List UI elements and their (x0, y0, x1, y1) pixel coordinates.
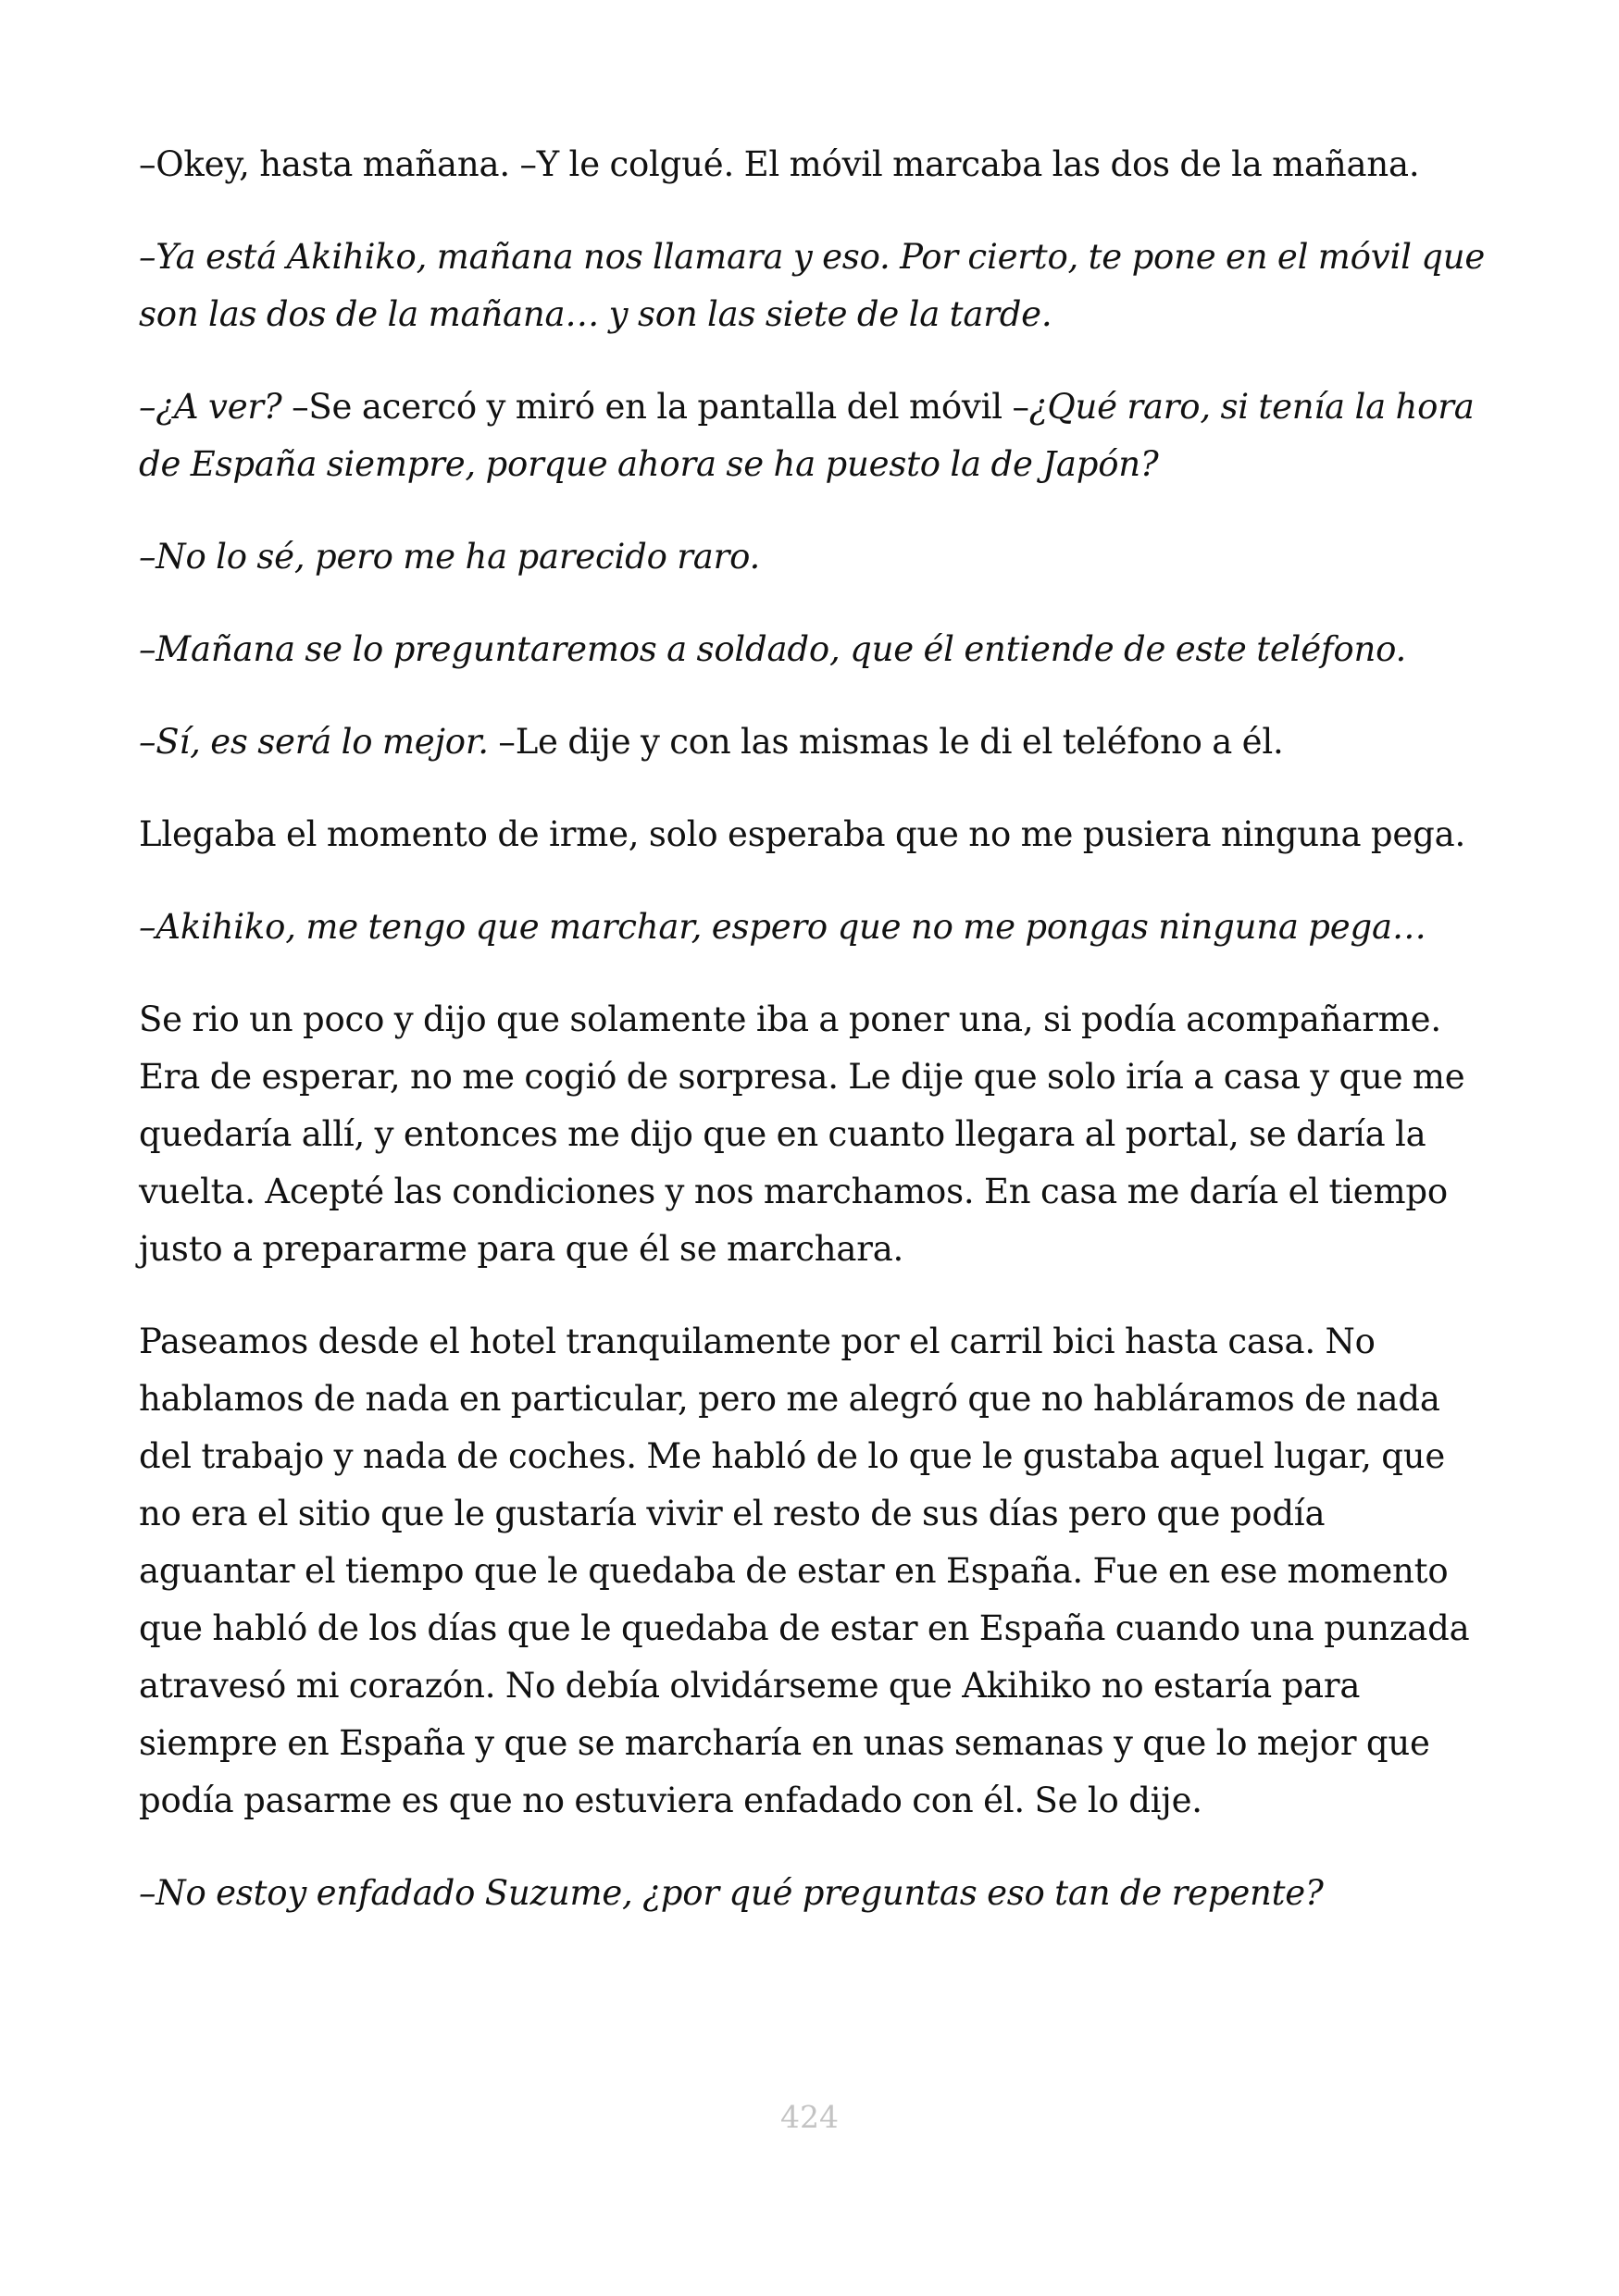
paragraph-10 (139, 1313, 1490, 1830)
page-number: 424 (780, 2099, 839, 2135)
paragraph-1 (139, 136, 1490, 193)
paragraph-8 (139, 899, 1490, 956)
text-segment: Llegaba el momento de irme, solo esperaba que no me pusiera ninguna pega. (139, 814, 1466, 854)
text-segment: –Okey, hasta mañana. –Y le colgué. El móvil marcaba las dos de la mañana. (139, 144, 1420, 184)
text-segment: –No lo sé, pero me ha parecido raro. (139, 537, 761, 577)
text-segment: Se rio un poco y dijo que solamente iba a poner una, si podía acompañarme. Era de esperar, no me cogió de sorpresa. Le dije que solo iría a casa y que me quedaría allí, y entonces me dijo que en cuanto llegara al portal, se daría la vuelta. Acepté las condiciones y nos marchamos. En casa me daría el tiempo justo a prepararme para que él se marchara. (139, 999, 1465, 1269)
paragraph-5 (139, 621, 1490, 678)
text-segment: –Sí, es será lo mejor. (139, 722, 499, 762)
paragraph-11 (139, 1865, 1490, 1922)
text-segment: –Akihiko, me tengo que marchar, espero que no me pongas ninguna pega… (139, 907, 1426, 947)
paragraph-7 (139, 806, 1490, 863)
text-segment: –Se acercó y miró en la pantalla del móvil – (292, 387, 1029, 427)
text-segment: –Ya está Akihiko, mañana nos llamara y eso. Por cierto, te pone en el móvil que son las dos de la mañana… y son las siete de la tarde. (139, 237, 1486, 334)
text-segment: –Le dije y con las mismas le di el teléfono a él. (498, 722, 1284, 762)
paragraph-2 (139, 229, 1490, 343)
paragraph-3 (139, 379, 1490, 493)
text-segment: –No estoy enfadado Suzume, ¿por qué preguntas eso tan de repente? (139, 1873, 1324, 1913)
text-segment: –Mañana se lo preguntaremos a soldado, que él entiende de este teléfono. (139, 629, 1407, 669)
paragraph-6 (139, 714, 1490, 771)
paragraph-4 (139, 528, 1490, 586)
text-segment: Paseamos desde el hotel tranquilamente por el carril bici hasta casa. No hablamos de nada en particular, pero me alegró que no habláramos de nada del trabajo y nada de coches. Me habló de lo que le gustaba aquel lugar, que no era el sitio que le gustaría vivir el resto de sus días pero que podía aguantar el tiempo que le quedaba de estar en España. Fue en ese momento que habló de los días que le quedaba de estar en España cuando una punzada atravesó mi corazón. No debía olvidárseme que Akihiko no estaría para siempre en España y que se marcharía en unas semanas y que lo mejor que podía pasarme es que no estuviera enfadado con él. Se lo dije. (139, 1322, 1470, 1820)
text-segment: –¿A ver? (139, 387, 293, 427)
paragraph-9 (139, 991, 1490, 1278)
body-text (139, 136, 1490, 1957)
text-segment: ¿Qué raro, si tenía la hora de España siempre, porque ahora se ha puesto la de Japón? (139, 387, 1475, 484)
